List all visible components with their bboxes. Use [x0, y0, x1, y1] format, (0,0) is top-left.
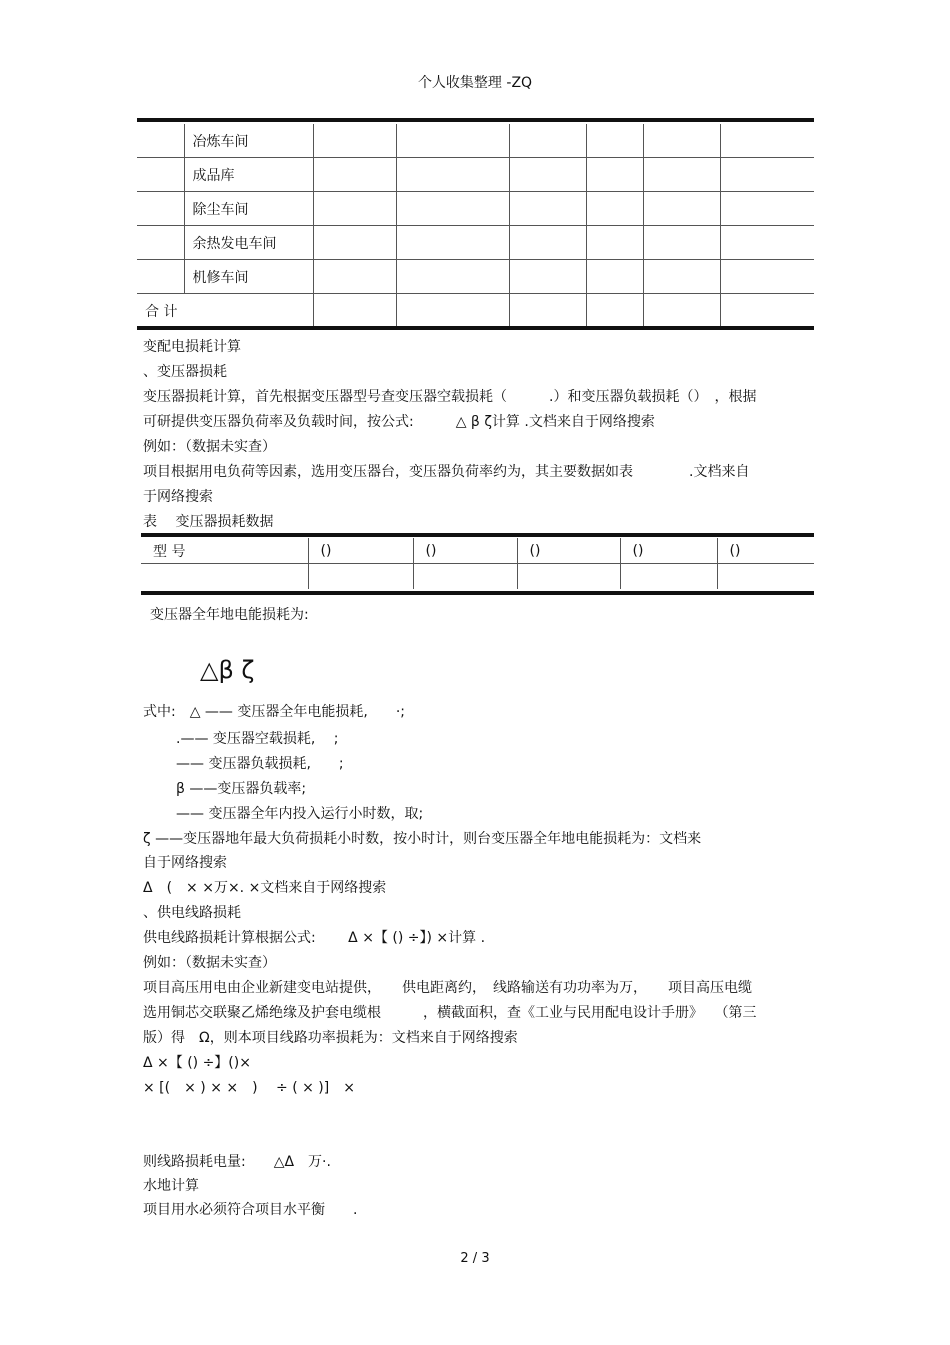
paragraph-line: 版）得 Ω，则本项目线路功率损耗为：文档来自于网络搜索: [143, 1030, 518, 1046]
table-row: [137, 192, 814, 226]
paragraph-line: Δ ( × ×万×. ×文档来自于网络搜索: [143, 880, 387, 896]
paragraph-line: 例如：（数据未实查）: [143, 955, 276, 971]
section-title: 变配电损耗计算: [143, 339, 241, 355]
workshop-table: [137, 124, 814, 327]
table1-bottom-rule: [137, 326, 814, 330]
row-label: 机修车间: [184, 260, 313, 294]
table2-top-rule: [141, 533, 814, 537]
paragraph-line: .—— 变压器空载损耗, ;: [176, 731, 339, 747]
table1-top-rule: [137, 118, 814, 122]
paragraph-line: 式中: △ —— 变压器全年电能损耗, ·;: [143, 704, 406, 720]
formula-line: × [( × ) × × ) ÷ ( × )] ×: [143, 1080, 355, 1096]
transformer-loss-table: [141, 538, 814, 589]
paragraph-line: 变压器损耗计算，首先根据变压器型号查变压器空载损耗（ .）和变压器负载损耗（） ，根据: [143, 389, 757, 405]
table-row: [137, 124, 814, 158]
table-row: [137, 226, 814, 260]
total-row: [137, 294, 814, 328]
table-header-row: [141, 538, 814, 564]
section-title: 水地计算: [143, 1178, 199, 1194]
column-header: 型 号: [141, 538, 308, 564]
page-header: 个人收集整理 -ZQ: [417, 75, 533, 91]
subsection-title: 、供电线路损耗: [143, 905, 241, 921]
subsection-title: 、变压器损耗: [143, 364, 227, 380]
table-row: [137, 158, 814, 192]
formula: △β ζ: [200, 656, 255, 684]
table-row: [141, 564, 814, 590]
column-header: (): [413, 538, 517, 564]
paragraph-line: 可研提供变压器负荷率及负载时间，按公式: △ β ζ计算 .文档来自于网络搜索: [143, 414, 655, 430]
row-label: 冶炼车间: [184, 124, 313, 158]
table-row: [137, 260, 814, 294]
paragraph-line: —— 变压器负载损耗, ;: [176, 756, 344, 772]
row-label: 成品库: [184, 158, 313, 192]
paragraph-line: 变压器全年地电能损耗为:: [150, 607, 309, 623]
column-header: (): [517, 538, 620, 564]
row-label: 除尘车间: [184, 192, 313, 226]
page-number: 2 / 3: [460, 1251, 490, 1266]
column-header: (): [308, 538, 413, 564]
paragraph-line: ζ ——变压器地年最大负荷损耗小时数，按小时计，则台变压器全年地电能损耗为：文档来: [143, 831, 702, 847]
paragraph-line: 选用铜芯交联聚乙烯绝缘及护套电缆根 ，横截面积，查《工业与民用配电设计手册》 （第三: [143, 1005, 757, 1021]
row-label: 余热发电车间: [184, 226, 313, 260]
formula-line: Δ ×【 () ÷】()×: [143, 1055, 251, 1071]
paragraph-line: β ——变压器负载率;: [176, 781, 307, 797]
paragraph-line: —— 变压器全年内投入运行小时数，取;: [176, 806, 424, 822]
total-label: 合 计: [137, 294, 313, 328]
table-caption: 表 变压器损耗数据: [143, 514, 274, 530]
paragraph-line: 项目用水必须符合项目水平衡 .: [143, 1202, 358, 1218]
paragraph-line: 项目高压用电由企业新建变电站提供， 供电距离约， 线路输送有功功率为万， 项目高压电缆: [143, 980, 752, 996]
column-header: (): [620, 538, 717, 564]
paragraph-line: 则线路损耗电量: △Δ 万·.: [143, 1154, 331, 1170]
paragraph-line: 项目根据用电负荷等因素，选用变压器台，变压器负荷率约为，其主要数据如表 .文档来自: [143, 464, 750, 480]
table2-bottom-rule: [141, 591, 814, 595]
paragraph-line: 例如：（数据未实查）: [143, 439, 276, 455]
paragraph-line: 供电线路损耗计算根据公式: Δ ×【 () ÷】) ×计算 .: [143, 930, 486, 946]
paragraph-line: 于网络搜索: [143, 489, 213, 505]
column-header: (): [717, 538, 814, 564]
paragraph-line: 自于网络搜索: [143, 855, 227, 871]
